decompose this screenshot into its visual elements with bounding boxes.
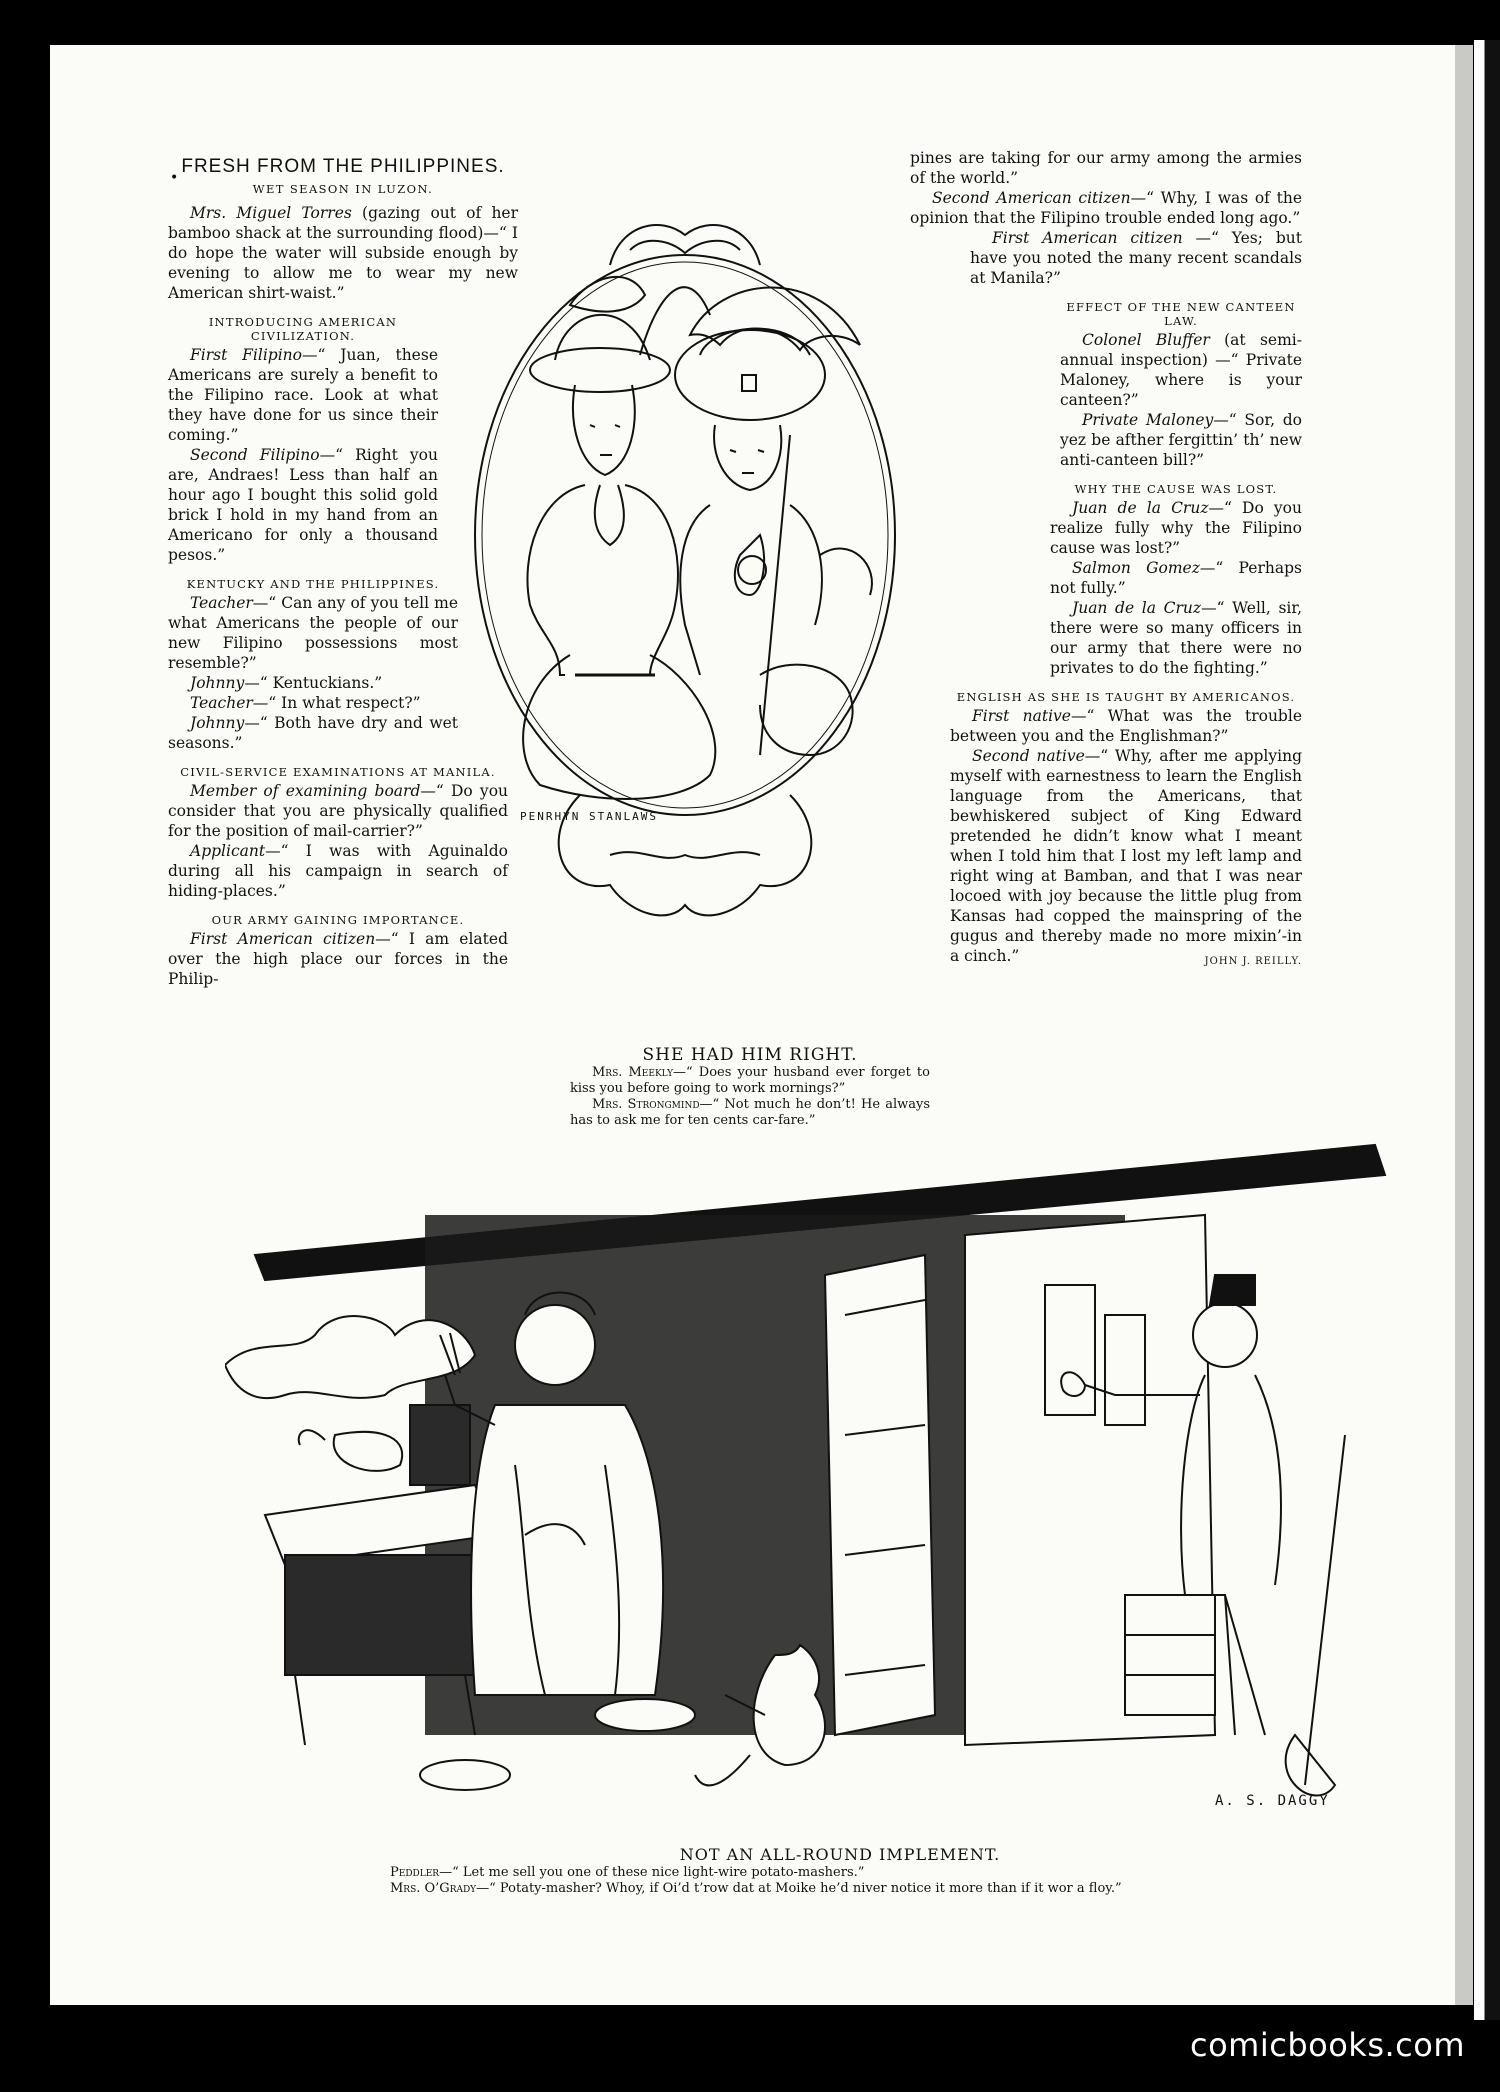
caption-line: Mrs. O’Grady—“ Potaty-masher? Whoy, if Oi’d t’row dat at Moike he’d niver notice it more than if it wor a floy.” xyxy=(390,1881,1122,1896)
paragraph: First Filipino—“ Juan, these Americans are surely a benefit to the Filipino race. Look at what they have done for us since their coming.” xyxy=(168,346,438,444)
article-title: FRESH FROM THE PHILIPPINES. xyxy=(181,156,505,177)
section-heading: KENTUCKY AND THE PHILIPPINES. xyxy=(186,577,440,591)
paragraph: Johnny—“ Kentuckians.” xyxy=(190,674,383,692)
caption-title: SHE HAD HIM RIGHT. xyxy=(642,1045,858,1065)
top-caption xyxy=(570,1045,930,1129)
oval-illustration xyxy=(460,155,920,1115)
section-kentucky xyxy=(168,577,458,753)
section-heading: ENGLISH AS SHE IS TAUGHT BY AMERICANOS. xyxy=(956,690,1296,704)
paragraph: Colonel Bluffer (at semi-annual inspection) —“ Private Maloney, where is your canteen?” xyxy=(1060,331,1302,409)
caption-line: Peddler—“ Let me sell you one of these nice light-wire potato-mashers.” xyxy=(390,1865,865,1880)
paragraph-continued: pines are taking for our army among the armies of the world.” xyxy=(910,149,1302,187)
paragraph: Teacher—“ Can any of you tell me what Americans the people of our new Filipino possessions most resemble?” xyxy=(168,594,458,672)
caption-line: Mrs. Meekly—“ Does your husband ever forget to kiss you before going to work mornings?” xyxy=(570,1065,930,1096)
section-heading: EFFECT OF THE NEW CANTEEN LAW. xyxy=(1066,300,1296,328)
artist-signature: A. S. DAGGY xyxy=(1215,1793,1330,1809)
caption-title: NOT AN ALL-ROUND IMPLEMENT. xyxy=(679,1845,1001,1864)
kitchen-cartoon xyxy=(225,1135,1405,1835)
section-english xyxy=(910,690,1302,972)
section-heading: CIVIL-SERVICE EXAMINATIONS AT MANILA. xyxy=(180,765,496,779)
section-heading: OUR ARMY GAINING IMPORTANCE. xyxy=(211,913,465,927)
paragraph: Johnny—“ Both have dry and wet seasons.” xyxy=(168,714,458,752)
paragraph: Mrs. Miguel Torres (gazing out of her bamboo shack at the surrounding flood)—“ I do hope the water will subside enough by evening to allow me to wear my new American shirt-waist.” xyxy=(168,204,519,302)
paragraph: Second Filipino—“ Right you are, Andraes! Less than half an hour ago I bought this solid gold brick I hold in my hand from an Americano for only a thousand pesos.” xyxy=(168,446,438,564)
paragraph: Second American citizen—“ Why, I was of the opinion that the Filipino trouble ended long ago.” xyxy=(910,189,1302,227)
paragraph: Juan de la Cruz—“ Well, sir, there were so many officers in our army that there were no privates to do the fighting.” xyxy=(1050,599,1302,677)
watermark: comicbooks.com xyxy=(1189,2026,1465,2064)
section-canteen xyxy=(910,300,1302,470)
paragraph: Juan de la Cruz—“ Do you realize fully why the Filipino cause was lost?” xyxy=(1050,499,1302,557)
paragraph: Applicant—“ I was with Aguinaldo during all his campaign in search of hiding-places.” xyxy=(168,842,508,900)
paragraph: First American citizen —“ Yes; but have you noted the many recent scandals at Manila?” xyxy=(970,229,1303,287)
paragraph: Second native—“ Why, after me applying myself with earnestness to learn the English language from the Americans, that bewhiskered subject of King Edward pretended he didn’t know what I meant when I told him that I lost my left lamp and right wing at Bamban, and that I was near locoed with joy because the little plug from Kansas had copped the mainspring of the gugus and thereby made no more mixin’-in a cinch.” xyxy=(950,747,1302,965)
right-column xyxy=(910,148,1302,972)
artist-signature: PENRHYN STANLAWS xyxy=(520,810,658,823)
author-byline: JOHN J. REILLY. xyxy=(1204,956,1302,967)
section-cause-lost xyxy=(910,482,1302,678)
paragraph: Teacher—“ In what respect?” xyxy=(190,694,421,712)
section-heading: WET SEASON IN LUZON. xyxy=(252,182,434,196)
section-introducing xyxy=(168,315,438,565)
bottom-caption xyxy=(390,1845,1290,1897)
caption-line: Mrs. Strongmind—“ Not much he don’t! He always has to ask me for ten cents car-fare.” xyxy=(570,1097,930,1128)
section-army-importance xyxy=(168,913,508,989)
bullet-mark: • xyxy=(170,170,179,186)
section-heading: WHY THE CAUSE WAS LOST. xyxy=(1074,482,1278,496)
paragraph: Member of examining board—“ Do you consider that you are physically qualified for the position of mail-carrier?” xyxy=(168,782,509,840)
section-civil-service xyxy=(168,765,508,901)
paragraph: Salmon Gomez—“ Perhaps not fully.” xyxy=(1050,559,1302,597)
page-spine xyxy=(1474,40,1500,2020)
paragraph: First American citizen—“ I am elated over the high place our forces in the Philip- xyxy=(168,930,508,988)
section-heading: INTRODUCING AMERICAN CIVILIZATION. xyxy=(208,315,398,343)
magazine-page xyxy=(50,45,1473,2005)
paragraph: First native—“ What was the trouble between you and the Englishman?” xyxy=(950,707,1302,745)
paragraph: Private Maloney—“ Sor, do yez be afther fergittin’ th’ new anti-canteen bill?” xyxy=(1060,411,1302,469)
